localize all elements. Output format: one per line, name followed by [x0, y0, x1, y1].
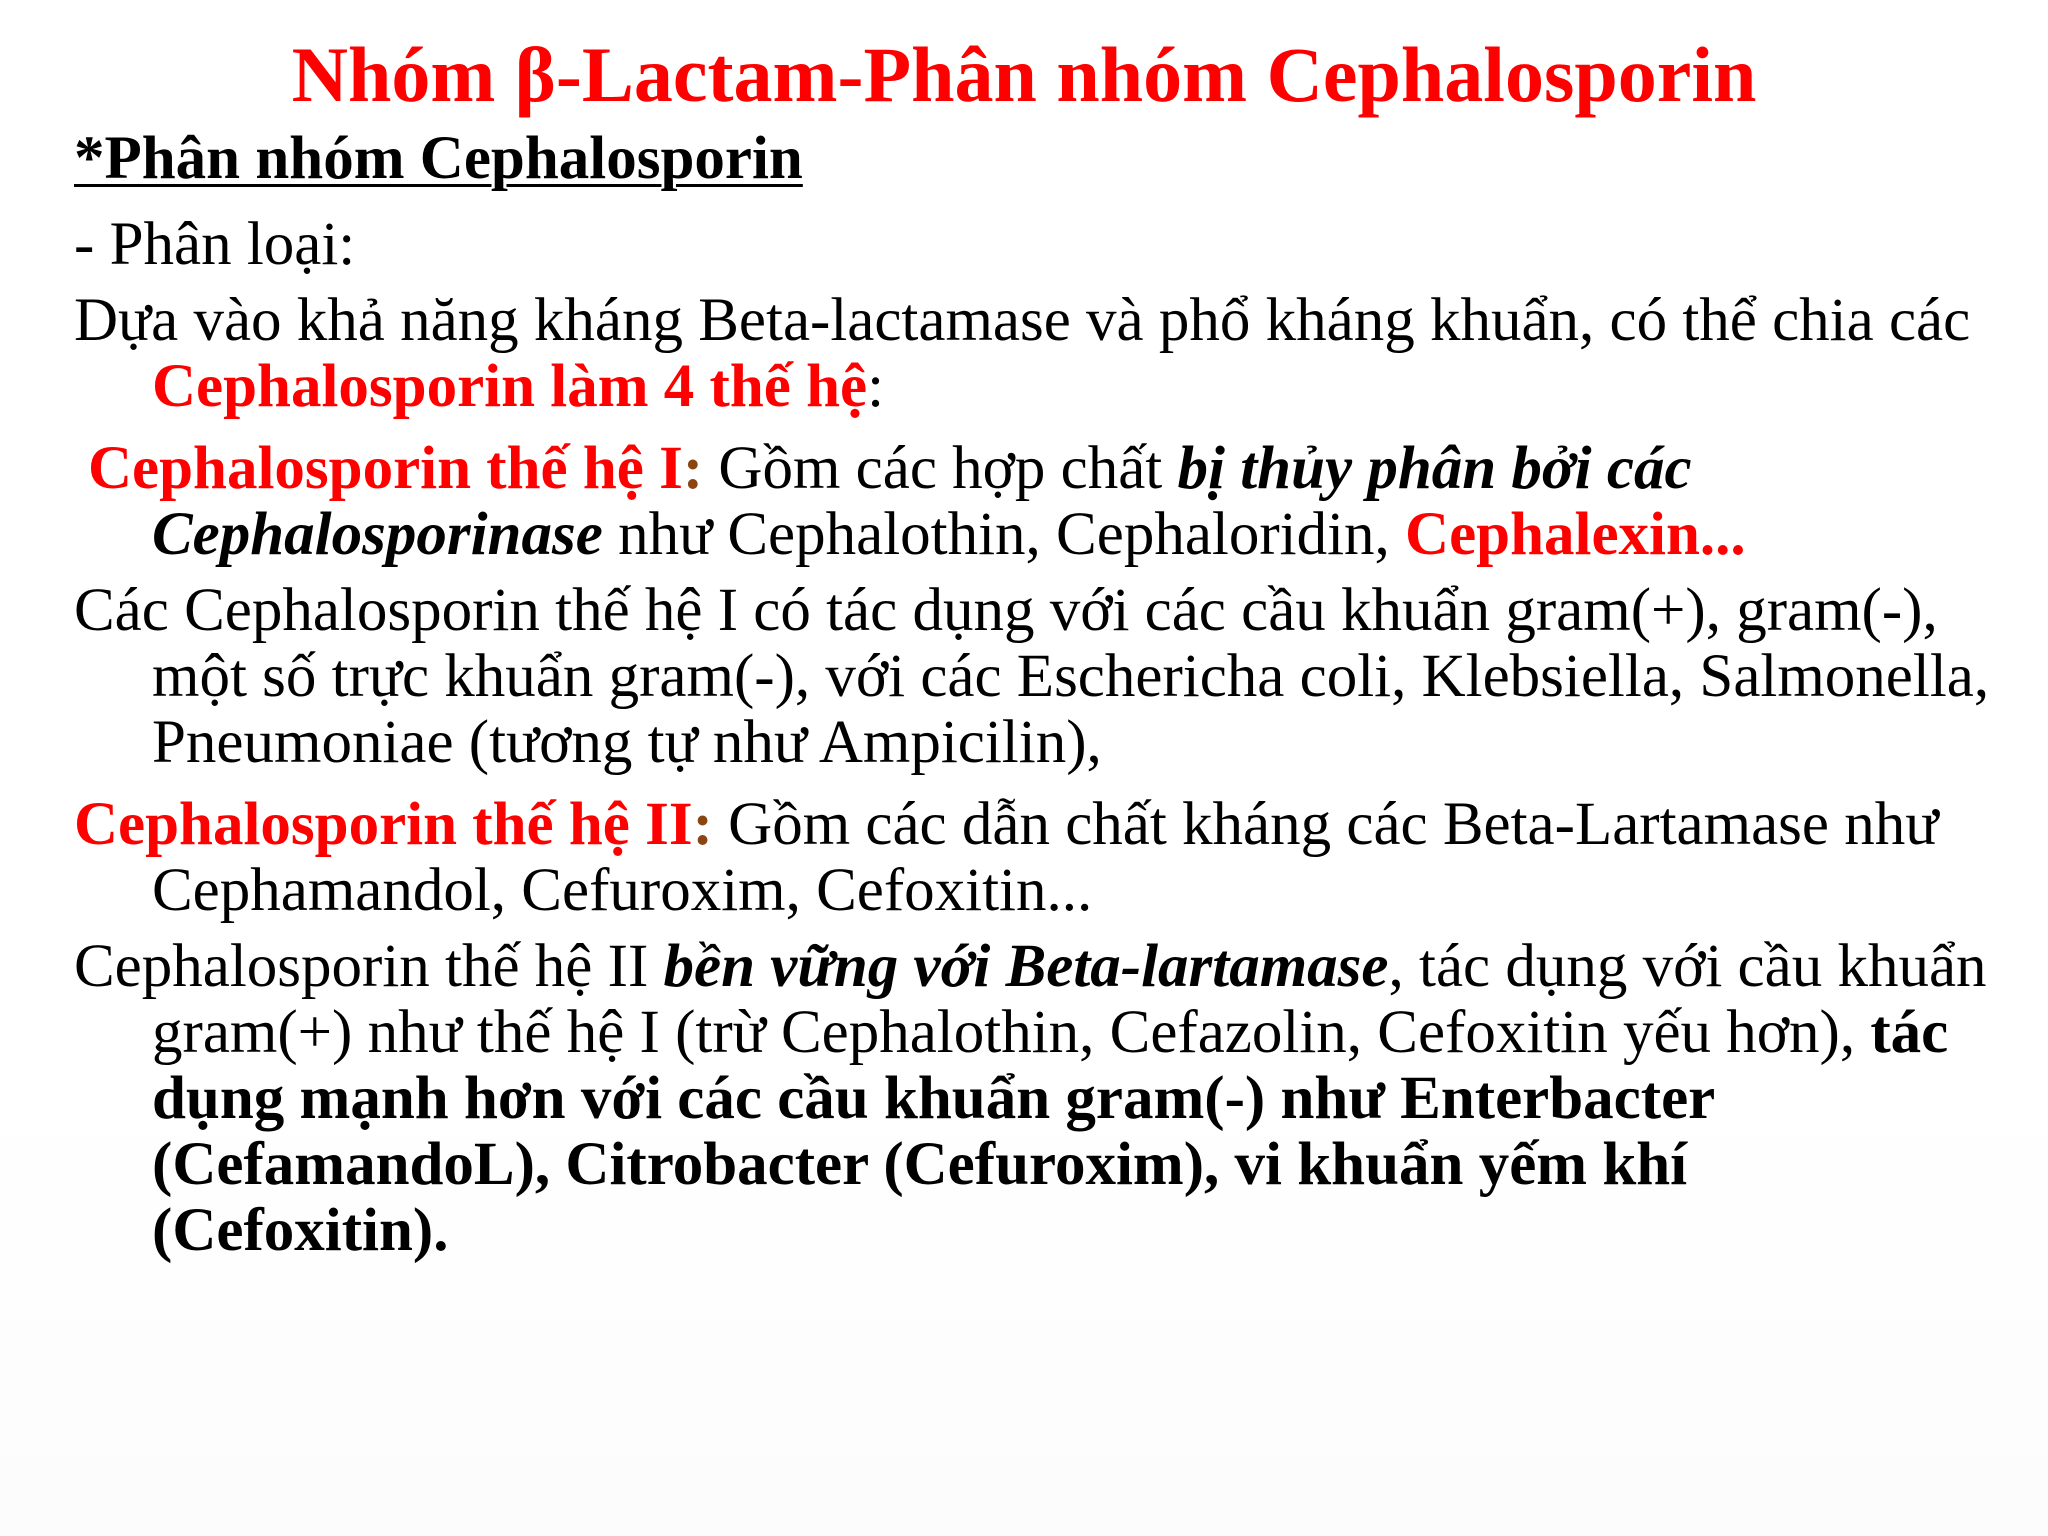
gen2-effect-text-2: , tác dụng với cầu khuẩn gram(+) như thế hệ I (trừ Cephalothin, Cefazolin, Cefoxitin yếu hơn),	[152, 933, 1987, 1066]
gen1-emphasis: bị thủy phân bởi các Cephalosporinase	[152, 435, 1692, 568]
gen2-paragraph	[74, 792, 1994, 924]
intro-text-2: :	[867, 353, 885, 420]
gen1-paragraph	[74, 436, 1994, 568]
gen2-label: Cephalosporin thế hệ II	[74, 791, 693, 858]
intro-highlight: Cephalosporin làm 4 thế hệ	[152, 353, 868, 420]
slide-title: Nhóm β-Lactam-Phân nhóm Cephalosporin	[291, 31, 1757, 118]
intro-paragraph	[74, 288, 1994, 420]
gen2-effect-paragraph	[74, 934, 1994, 1264]
gen1-text-1: Gồm các hợp chất	[703, 435, 1178, 502]
gen2-effect-emphasis: bền vững với Beta-lartamase	[663, 933, 1389, 1000]
slide-body	[74, 126, 1994, 1264]
gen2-effect-text-1: Cephalosporin thế hệ II	[74, 933, 664, 1000]
gen2-text: Gồm các dẫn chất kháng các Beta-Lartamase như Cephamandol, Cefuroxim, Cefoxitin...	[152, 791, 1939, 924]
intro-text-1: Dựa vào khả năng kháng Beta-lactamase và phổ kháng khuẩn, có thể chia các	[74, 287, 1971, 354]
gen2-effect-bold: tác dụng mạnh hơn với các cầu khuẩn gram(-) như Enterbacter (CefamandoL), Citrobacter (Cefuroxim), vi khuẩn yếm khí (Cefoxitin).	[152, 999, 1949, 1264]
gen1-highlight: Cephalexin...	[1405, 501, 1746, 568]
gen2-colon: :	[692, 791, 713, 858]
gen1-label: Cephalosporin thế hệ I	[88, 435, 683, 502]
gen1-effect-paragraph: Các Cephalosporin thế hệ I có tác dụng với các cầu khuẩn gram(+), gram(-), một số trực khuẩn gram(-), với các Eschericha coli, Klebsiella, Salmonella, Pneumoniae (tương tự như Ampicilin),	[74, 577, 1990, 776]
gen1-text-2: như Cephalothin, Cephaloridin,	[602, 501, 1406, 568]
gen1-colon: :	[682, 435, 704, 502]
classification-label: - Phân loại:	[74, 211, 356, 278]
section-subheading: *Phân nhóm Cephalosporin	[74, 125, 803, 192]
